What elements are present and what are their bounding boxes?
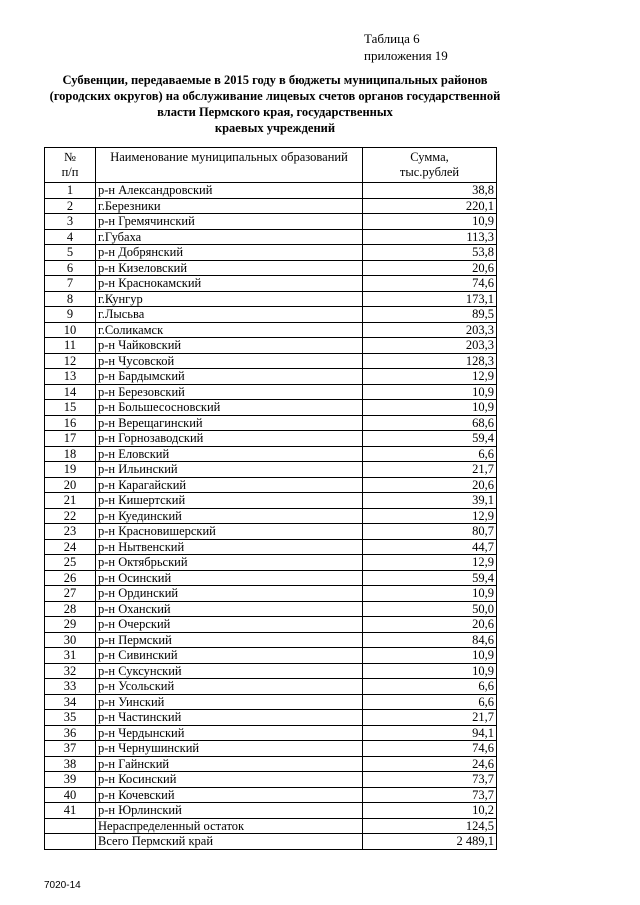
row-number-cell: 26 <box>45 570 96 586</box>
table-row <box>45 307 497 323</box>
row-name-cell: р-н Чайковский <box>96 338 363 354</box>
row-number-cell: 1 <box>45 183 96 199</box>
column-header-sum <box>363 148 497 183</box>
table-row <box>45 338 497 354</box>
row-name-cell: р-н Нытвенский <box>96 539 363 555</box>
row-name-cell: р-н Кочевский <box>96 787 363 803</box>
table-row <box>45 353 497 369</box>
table-row <box>45 462 497 478</box>
table-label-number: Таблица 6 <box>364 31 420 46</box>
row-name-cell: Нераспределенный остаток <box>96 818 363 834</box>
row-sum-cell: 20,6 <box>363 260 497 276</box>
row-sum-cell: 173,1 <box>363 291 497 307</box>
column-header-name: Наименование муниципальных образований <box>96 148 363 183</box>
row-name-cell: г.Березники <box>96 198 363 214</box>
table-label <box>364 30 448 64</box>
row-number-cell: 19 <box>45 462 96 478</box>
row-name-cell: р-н Куединский <box>96 508 363 524</box>
row-sum-cell: 50,0 <box>363 601 497 617</box>
row-name-cell: г.Соликамск <box>96 322 363 338</box>
row-sum-cell: 203,3 <box>363 338 497 354</box>
table-row <box>45 183 497 199</box>
table-label-appendix: приложения 19 <box>364 48 448 63</box>
row-sum-cell: 84,6 <box>363 632 497 648</box>
row-sum-cell: 6,6 <box>363 694 497 710</box>
row-name-cell: р-н Бардымский <box>96 369 363 385</box>
total-number-cell <box>45 834 96 850</box>
row-number-cell: 27 <box>45 586 96 602</box>
row-number-cell: 38 <box>45 756 96 772</box>
row-number-cell: 3 <box>45 214 96 230</box>
row-name-cell: р-н Октябрьский <box>96 555 363 571</box>
row-name-cell: р-н Осинский <box>96 570 363 586</box>
row-number-cell: 23 <box>45 524 96 540</box>
row-number-cell: 25 <box>45 555 96 571</box>
row-number-cell: 6 <box>45 260 96 276</box>
row-name-cell: р-н Чернушинский <box>96 741 363 757</box>
table-row <box>45 369 497 385</box>
row-sum-cell: 74,6 <box>363 741 497 757</box>
row-number-cell: 2 <box>45 198 96 214</box>
table-row <box>45 384 497 400</box>
table-row <box>45 555 497 571</box>
row-sum-cell: 80,7 <box>363 524 497 540</box>
row-sum-cell: 10,9 <box>363 663 497 679</box>
row-sum-cell: 10,9 <box>363 586 497 602</box>
table-row <box>45 710 497 726</box>
row-number-cell: 41 <box>45 803 96 819</box>
table-row <box>45 601 497 617</box>
row-sum-cell: 128,3 <box>363 353 497 369</box>
row-sum-cell: 59,4 <box>363 431 497 447</box>
row-name-cell: г.Лысьва <box>96 307 363 323</box>
row-name-cell: р-н Красновишерский <box>96 524 363 540</box>
row-number-cell: 31 <box>45 648 96 664</box>
row-sum-cell: 203,3 <box>363 322 497 338</box>
row-name-cell: г.Губаха <box>96 229 363 245</box>
row-number-cell: 8 <box>45 291 96 307</box>
row-number-cell: 21 <box>45 493 96 509</box>
table-row <box>45 400 497 416</box>
table-row <box>45 291 497 307</box>
row-sum-cell: 73,7 <box>363 772 497 788</box>
document-title <box>40 72 510 136</box>
total-name-cell: Всего Пермский край <box>96 834 363 850</box>
row-sum-cell: 21,7 <box>363 710 497 726</box>
row-number-cell: 5 <box>45 245 96 261</box>
row-sum-cell: 89,5 <box>363 307 497 323</box>
row-name-cell: р-н Добрянский <box>96 245 363 261</box>
row-sum-cell: 220,1 <box>363 198 497 214</box>
row-sum-cell: 10,2 <box>363 803 497 819</box>
table-row <box>45 663 497 679</box>
row-name-cell: р-н Чердынский <box>96 725 363 741</box>
row-number-cell: 37 <box>45 741 96 757</box>
row-number-cell: 11 <box>45 338 96 354</box>
row-sum-cell: 12,9 <box>363 555 497 571</box>
row-sum-cell: 68,6 <box>363 415 497 431</box>
column-header-number-line1: № <box>64 150 76 164</box>
row-sum-cell: 113,3 <box>363 229 497 245</box>
title-line-1: Субвенции, передаваемые в 2015 году в бюджеты муниципальных районов <box>62 73 488 87</box>
table-row <box>45 415 497 431</box>
row-number-cell: 20 <box>45 477 96 493</box>
row-name-cell: р-н Карагайский <box>96 477 363 493</box>
table-row <box>45 803 497 819</box>
row-sum-cell: 20,6 <box>363 477 497 493</box>
table-row <box>45 260 497 276</box>
row-number-cell: 29 <box>45 617 96 633</box>
table-header-row <box>45 148 497 183</box>
row-number-cell: 24 <box>45 539 96 555</box>
column-header-sum-line2: тыс.рублей <box>399 165 460 179</box>
row-name-cell: р-н Еловский <box>96 446 363 462</box>
row-number-cell: 13 <box>45 369 96 385</box>
row-name-cell: г.Кунгур <box>96 291 363 307</box>
table-row <box>45 431 497 447</box>
column-header-number <box>45 148 96 183</box>
row-number-cell: 17 <box>45 431 96 447</box>
table-row <box>45 725 497 741</box>
table-row <box>45 214 497 230</box>
row-number-cell: 36 <box>45 725 96 741</box>
table-row <box>45 818 497 834</box>
table-row <box>45 446 497 462</box>
row-sum-cell: 10,9 <box>363 648 497 664</box>
table-row <box>45 524 497 540</box>
table-row <box>45 648 497 664</box>
row-name-cell: р-н Косинский <box>96 772 363 788</box>
row-number-cell: 32 <box>45 663 96 679</box>
row-name-cell: р-н Юрлинский <box>96 803 363 819</box>
row-number-cell: 18 <box>45 446 96 462</box>
table-row <box>45 508 497 524</box>
row-number-cell: 16 <box>45 415 96 431</box>
row-number-cell: 28 <box>45 601 96 617</box>
title-line-4: краевых учреждений <box>214 121 336 135</box>
row-sum-cell: 24,6 <box>363 756 497 772</box>
row-sum-cell: 12,9 <box>363 508 497 524</box>
row-sum-cell: 12,9 <box>363 369 497 385</box>
table-row <box>45 229 497 245</box>
table-row <box>45 245 497 261</box>
total-row <box>45 834 497 850</box>
table-row <box>45 772 497 788</box>
row-name-cell: р-н Гремячинский <box>96 214 363 230</box>
row-number-cell: 34 <box>45 694 96 710</box>
table-row <box>45 694 497 710</box>
row-name-cell: р-н Чусовской <box>96 353 363 369</box>
row-sum-cell: 10,9 <box>363 384 497 400</box>
row-number-cell: 9 <box>45 307 96 323</box>
row-name-cell: р-н Гайнский <box>96 756 363 772</box>
table-row <box>45 741 497 757</box>
column-header-number-line2: п/п <box>61 165 79 179</box>
row-name-cell: р-н Усольский <box>96 679 363 695</box>
row-name-cell: р-н Уинский <box>96 694 363 710</box>
row-sum-cell: 20,6 <box>363 617 497 633</box>
row-sum-cell: 73,7 <box>363 787 497 803</box>
subsidy-table <box>44 147 497 850</box>
row-sum-cell: 6,6 <box>363 446 497 462</box>
row-name-cell: р-н Большесосновский <box>96 400 363 416</box>
row-name-cell: р-н Оханский <box>96 601 363 617</box>
table-row <box>45 276 497 292</box>
title-line-3: власти Пермского края, государственных <box>157 105 393 119</box>
row-number-cell: 33 <box>45 679 96 695</box>
row-number-cell: 4 <box>45 229 96 245</box>
row-number-cell: 39 <box>45 772 96 788</box>
row-sum-cell: 10,9 <box>363 400 497 416</box>
column-header-sum-line1: Сумма, <box>410 150 449 164</box>
row-number-cell: 7 <box>45 276 96 292</box>
row-name-cell: р-н Сивинский <box>96 648 363 664</box>
row-number-cell: 12 <box>45 353 96 369</box>
row-name-cell: р-н Суксунский <box>96 663 363 679</box>
row-name-cell: р-н Березовский <box>96 384 363 400</box>
row-name-cell: р-н Краснокамский <box>96 276 363 292</box>
row-sum-cell: 94,1 <box>363 725 497 741</box>
table-row <box>45 586 497 602</box>
table-row <box>45 493 497 509</box>
row-name-cell: р-н Ординский <box>96 586 363 602</box>
row-number-cell: 40 <box>45 787 96 803</box>
row-number-cell: 10 <box>45 322 96 338</box>
row-sum-cell: 39,1 <box>363 493 497 509</box>
row-name-cell: р-н Александровский <box>96 183 363 199</box>
row-number-cell: 30 <box>45 632 96 648</box>
row-name-cell: р-н Ильинский <box>96 462 363 478</box>
row-number-cell: 15 <box>45 400 96 416</box>
table-row <box>45 539 497 555</box>
row-sum-cell: 53,8 <box>363 245 497 261</box>
row-sum-cell: 124,5 <box>363 818 497 834</box>
table-row <box>45 679 497 695</box>
row-sum-cell: 6,6 <box>363 679 497 695</box>
table-row <box>45 198 497 214</box>
table-row <box>45 570 497 586</box>
table-row <box>45 617 497 633</box>
table-row <box>45 477 497 493</box>
row-sum-cell: 59,4 <box>363 570 497 586</box>
row-sum-cell: 10,9 <box>363 214 497 230</box>
row-name-cell: р-н Верещагинский <box>96 415 363 431</box>
title-line-2: (городских округов) на обслуживание лицевых счетов органов государственной <box>49 89 501 103</box>
row-name-cell: р-н Кизеловский <box>96 260 363 276</box>
table-body <box>45 183 497 834</box>
table-row <box>45 322 497 338</box>
total-sum-cell: 2 489,1 <box>363 834 497 850</box>
row-sum-cell: 74,6 <box>363 276 497 292</box>
table-row <box>45 632 497 648</box>
row-number-cell: 22 <box>45 508 96 524</box>
row-number-cell: 14 <box>45 384 96 400</box>
row-sum-cell: 38,8 <box>363 183 497 199</box>
row-name-cell: р-н Горнозаводский <box>96 431 363 447</box>
row-name-cell: р-н Пермский <box>96 632 363 648</box>
row-name-cell: р-н Частинский <box>96 710 363 726</box>
row-number-cell <box>45 818 96 834</box>
row-sum-cell: 21,7 <box>363 462 497 478</box>
row-name-cell: р-н Кишертский <box>96 493 363 509</box>
row-number-cell: 35 <box>45 710 96 726</box>
row-sum-cell: 44,7 <box>363 539 497 555</box>
row-name-cell: р-н Очерский <box>96 617 363 633</box>
document-code: 7020-14 <box>44 880 81 891</box>
table-row <box>45 787 497 803</box>
table-row <box>45 756 497 772</box>
